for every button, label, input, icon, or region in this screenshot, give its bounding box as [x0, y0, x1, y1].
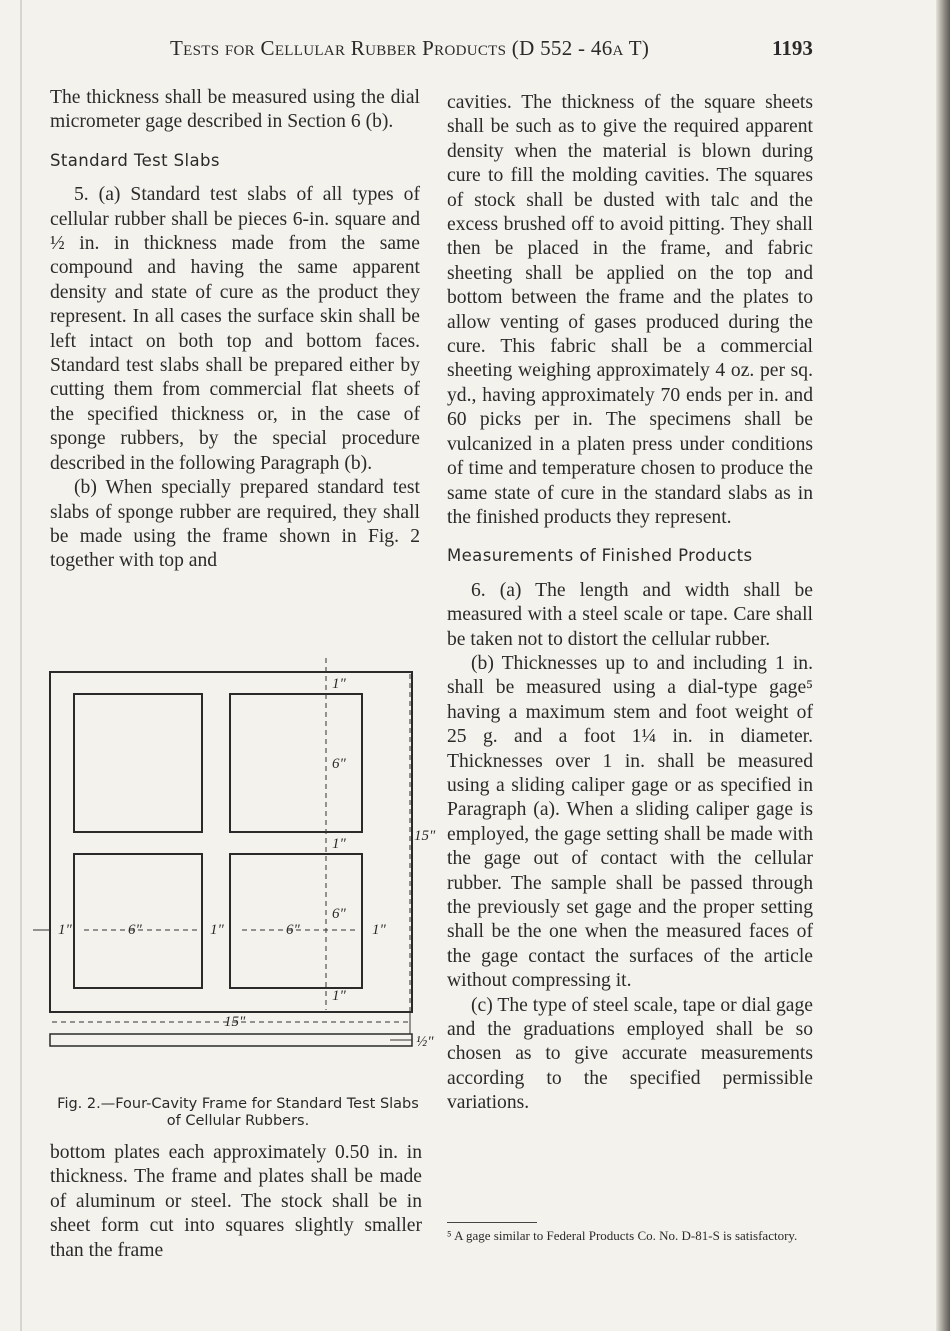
paragraph-5b-end: cavities. The thickness of the square sheets shall be such as to give the required apparent density when the material is blown during cure to fill the molding cavities. The squares of stock shall be dusted with talc and the excess brushed off to avoid pitting. They shall then be placed in the frame, and fabric sheeting shall be applied on the top and bottom between the frame and the plates to allow venting of gases produced during the cure. This fabric shall be a commercial sheeting weighing approximately 4 oz. per sq. yd., having approximately 70 ends per in. and 60 picks per in. The specimens shall be vulcanized in a platen press under conditions of time and temperature chosen to produce the same state of cure in the standard slabs as in the finished products they represent. [447, 92, 813, 528]
page-edge [20, 0, 22, 1331]
running-header: Tests for Cellular Rubber Products (D 552 - 46a T) [170, 36, 650, 60]
dim-1in-top: 1" [332, 676, 346, 692]
dim-6in-left: 6" [128, 922, 142, 938]
dim-15in-horizontal: 15" [224, 1014, 246, 1030]
dim-1in-right: 1" [372, 922, 386, 938]
paragraph-6c: (c) The type of steel scale, tape or dial gage and the graduations employed shall be so chosen as to give accurate measurements according to the specified permissible variations. [447, 994, 813, 1114]
cavity-top-left [74, 694, 202, 832]
paragraph-6a: 6. (a) The length and width shall be measured with a steel scale or tape. Care shall be taken not to distort the cellular rubber. [447, 579, 813, 650]
section-heading-standard-test-slabs: Standard Test Slabs [50, 150, 220, 170]
footnote: ⁵ A gage similar to Federal Products Co. No. D-81-S is satisfactory. [447, 1228, 798, 1243]
dim-1in-left: 1" [58, 922, 72, 938]
left-column-top [50, 86, 420, 574]
book-gutter-shadow [936, 0, 950, 1331]
paragraph-section4-end: The thickness shall be measured using the dial micrometer gage described in Section 6 (b). [50, 87, 420, 133]
paragraph-5b-continued: bottom plates each approximately 0.50 in. in thickness. The frame and plates shall be made of aluminum or steel. The stock shall be in sheet form cut into squares slightly smaller than the frame [50, 1142, 422, 1261]
cavity-bottom-left [74, 854, 202, 988]
dim-15in-vertical: 15" [414, 828, 436, 844]
figure-four-cavity-frame [28, 650, 438, 1090]
frame-edge-view [50, 1034, 412, 1046]
dim-1in-middle: 1" [332, 836, 346, 852]
paragraph-5a: 5. (a) Standard test slabs of all types of cellular rubber shall be pieces 6-in. square and ½ in. in thickness made from the same compound and having the same apparent density and state of cure as the product they represent. In all cases the surface skin shall be left intact on both top and bottom faces. Standard test slabs shall be prepared either by cutting them from commercial flat sheets of the specified thickness or, in the case of sponge rubbers, by the special procedure described in the following Paragraph (b). [50, 184, 420, 474]
paragraph-6b: (b) Thicknesses up to and including 1 in. shall be measured using a dial-type gage⁵ having a maximum stem and foot weight of 25 g. and a foot 1¼ in. in diameter. Thicknesses over 1 in. shall be measured using a sliding caliper gage or as specified in Paragraph (a). When a sliding caliper gage is employed, the gage setting shall be made with the gage out of contact with the cellular rubber. The sample shall be passed through the previously set gage and the proper setting shall be the one when the measured faces of the gage contact the surfaces of the article without compressing it. [447, 652, 813, 992]
footnote-rule [447, 1222, 537, 1223]
section-heading-measurements: Measurements of Finished Products [447, 546, 753, 566]
right-column [447, 91, 813, 1116]
left-column-bottom [50, 1141, 422, 1263]
paragraph-5b: (b) When specially prepared standard test slabs of sponge rubber are required, they shall be made using the frame shown in Fig. 2 together with top and [50, 477, 420, 572]
dim-half-in: ½" [416, 1034, 434, 1050]
dim-6in-upper: 6" [332, 756, 346, 772]
dim-1in-bottom: 1" [332, 988, 346, 1004]
dim-1in-center: 1" [210, 922, 224, 938]
page-number: 1193 [772, 36, 813, 60]
dim-6in-lower: 6" [332, 906, 346, 922]
figure-caption: Fig. 2.—Four-Cavity Frame for Standard Test Slabs of Cellular Rubbers. [57, 1096, 419, 1129]
dim-6in-right: 6" [286, 922, 300, 938]
